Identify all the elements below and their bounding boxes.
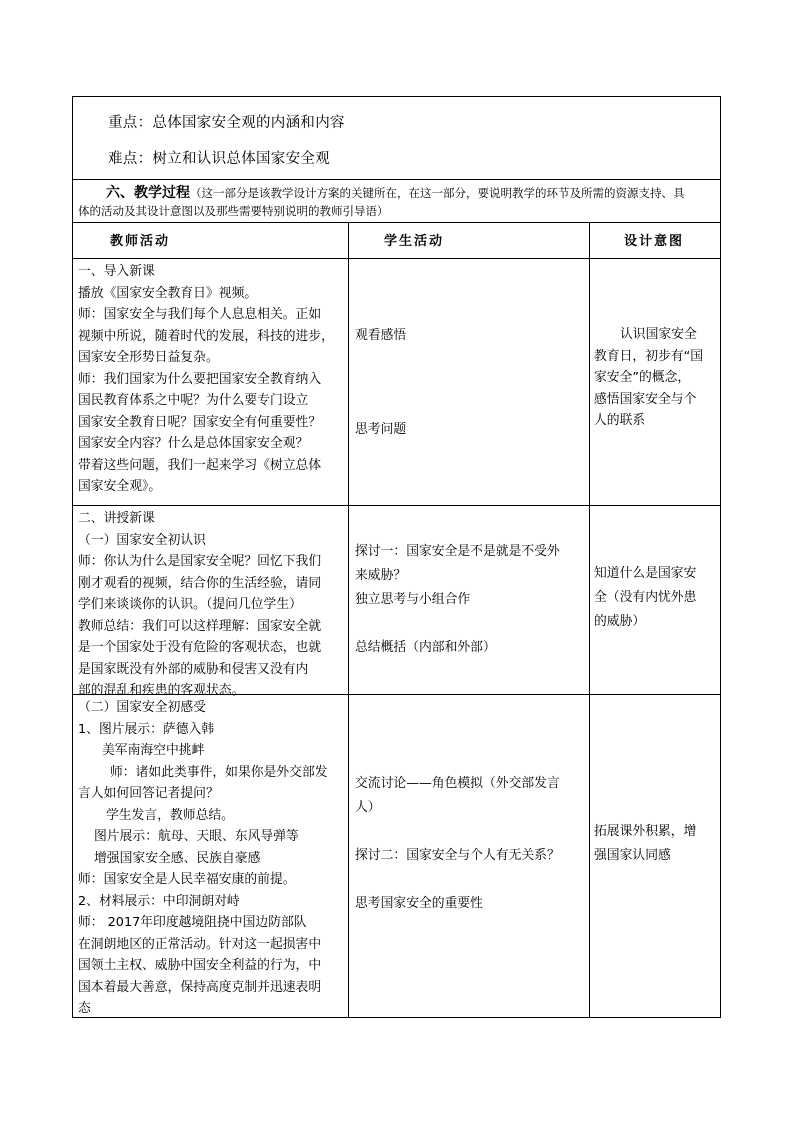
text-line: 部的混乱和疾患的客观状态。 (78, 683, 245, 698)
divider (72, 505, 721, 506)
row2-design-intent (594, 562, 696, 634)
row2-teacher-activity (78, 508, 321, 702)
divider (72, 179, 721, 180)
text-line: 图片展示：航母、天眼、东风导弹等 (94, 829, 299, 844)
row1-design-intent (594, 324, 703, 432)
section6-header (78, 184, 714, 220)
text-line: 国家安全教育日呢？国家安全有何重要性？ (78, 414, 322, 430)
text-line: 探讨一：国家安全是不是就是不受外 (355, 544, 560, 559)
text-line: 师： 2017年印度越境阻挠中国边防部队 (78, 915, 307, 930)
text-line: 认识国家安全 (620, 327, 697, 342)
text-line: （一）国家安全初认识 (78, 532, 206, 548)
text-line: 播放《国家安全教育日》视频。 (78, 285, 258, 301)
row3-student-activity (355, 772, 560, 916)
text-line: 来威胁？ (355, 568, 407, 583)
text-line: 国家安全内容？什么是总体国家安全观？ (78, 436, 309, 451)
column-header-design: 设计意图 (624, 234, 685, 249)
row1-student-activity-1: 观看感悟 (355, 328, 407, 343)
text-line: 增强国家安全感、民族自豪感 (94, 850, 261, 866)
section6-note-line2: 体的活动及其设计意图以及那些需要特别说明的教师引导语） (78, 204, 389, 218)
text-line: 师：你认为什么是国家安全呢？回忆下我们 (78, 554, 322, 569)
text-line: 视频中所说，随着时代的发展，科技的进步， (78, 328, 334, 344)
text-line: 交流讨论——角色模拟（外交部发言 (355, 776, 560, 791)
text-line: 国民教育体系之中呢？为什么要专门设立 (78, 393, 309, 408)
text-line: 知道什么是国家安 (594, 566, 697, 581)
text-line: 国家安全观》。 (78, 479, 162, 494)
row3-design-intent (594, 820, 696, 868)
text-line: 思考国家安全的重要性 (355, 896, 483, 911)
text-line: 国领土主权、威胁中国安全利益的行为，中 (78, 958, 322, 973)
text-line: 家安全”的概念， (594, 370, 691, 385)
text-line: 是一个国家处于没有危险的客观状态，也就 (78, 640, 322, 655)
row3-teacher-activity (78, 697, 328, 1020)
text-line: 教师总结：我们可以这样理解：国家安全就 (78, 618, 322, 634)
text-line: 教育日，初步有“国 (594, 348, 704, 364)
section6-title: 六、教学过程 (106, 185, 190, 201)
text-line: 国家安全形势日益复杂。 (78, 350, 219, 365)
text-line: 学们来谈谈你的认识。（提问几位学生） (78, 597, 302, 612)
row1-student-activity-2: 思考问题 (355, 422, 407, 437)
text-line: 师：国家安全与我们每个人息息相关。正如 (78, 307, 322, 322)
text-line: 的威胁） (594, 614, 646, 629)
text-line: 探讨二：国家安全与个人有无关系？ (355, 848, 560, 863)
text-line: 在洞朗地区的正常活动。针对这一起损害中 (78, 936, 322, 952)
text-line: 1、图片展示：萨德入韩 (78, 721, 215, 737)
text-line: 是国家既没有外部的威胁和侵害又没有内 (78, 661, 309, 677)
text-line: 态 (78, 1001, 91, 1016)
column-divider (589, 222, 590, 1017)
column-header-student: 学生活动 (384, 234, 445, 249)
text-line: 师：诸如此类事件，如果你是外交部发 (110, 764, 328, 780)
section6-note-line1: （这一部分是该教学设计方案的关键所在，在这一部分，要说明教学的环节及所需的资源支持、具 (190, 186, 685, 200)
row1-teacher-activity (78, 261, 334, 498)
text-line: 独立思考与小组合作 (355, 592, 471, 607)
text-line: 二、讲授新课 (78, 511, 155, 526)
text-line: 拓展课外积累，增 (594, 824, 697, 839)
text-line: 刚才观看的视频，结合你的生活经验，请同 (78, 575, 322, 591)
column-header-teacher: 教师活动 (110, 234, 171, 249)
text-line: 言人如何回答记者提问？ (78, 786, 219, 801)
text-line: 学生发言，教师总结。 (106, 807, 234, 823)
text-line: 感悟国家安全与个 (594, 391, 697, 407)
text-line: 2、材料展示：中印洞朗对峙 (78, 893, 240, 909)
text-line: 美军南海空中挑衅 (102, 743, 205, 758)
text-line: 国本着最大善意，保持高度克制并迅速表明 (78, 979, 322, 995)
row2-student-activity (355, 540, 560, 660)
text-line: 带着这些问题，我们一起来学习《树立总体 (78, 457, 322, 473)
text-line: （二）国家安全初感受 (78, 700, 206, 715)
focus-point: 重点：总体国家安全观的内涵和内容 (108, 115, 345, 131)
text-line: 师：国家安全是人民幸福安康的前提。 (78, 872, 296, 887)
text-line: 强国家认同感 (594, 848, 671, 863)
text-line: 一、导入新课 (78, 264, 155, 279)
text-line: 总结概括（内部和外部） (355, 640, 496, 655)
text-line: 人的联系 (594, 413, 646, 428)
difficulty-point: 难点：树立和认识总体国家安全观 (108, 151, 330, 167)
text-line: 全（没有内忧外患 (594, 590, 697, 605)
text-line: 人） (355, 800, 381, 815)
column-divider (348, 222, 349, 1017)
divider (72, 222, 721, 223)
text-line: 师：我们国家为什么要把国家安全教育纳入 (78, 371, 322, 387)
